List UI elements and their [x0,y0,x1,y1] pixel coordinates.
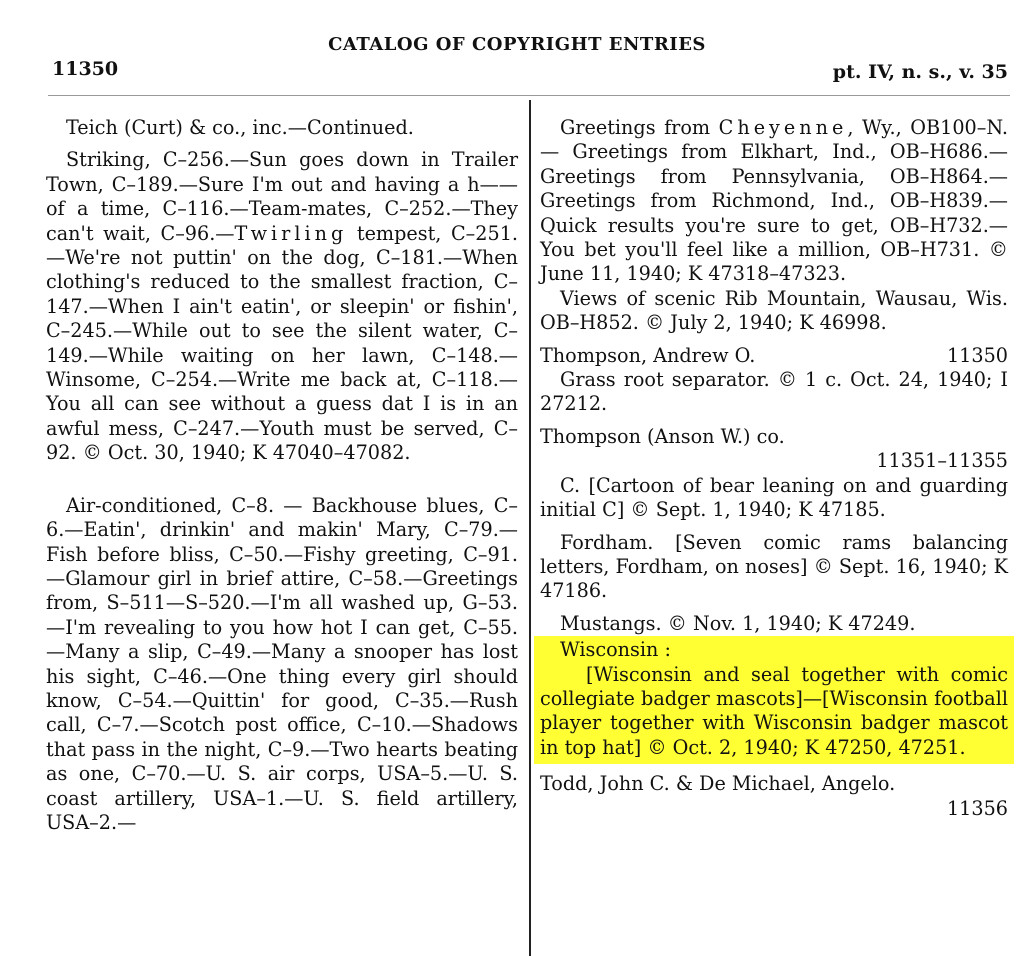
entry-teich-list-1-part-a: Striking, C–256.—Sun goes down in Trailer Town, C–189.—Sure I'm out and having a h—— of a time, C–116.—Team-mates, C–252.—They can't wait, C–96.— [46,148,518,245]
entry-teich-list-1-part-b: tempest, C–251.—We're not puttin' on the dog, C–181.—When clothing's reduced to the smallest fraction, C–147.—When I ain't eatin', or sleepin' or fishin', C–245.—While out to see the silent water, C–149.—While waiting on her lawn, C–148.—Winsome, C–254.—Write me back at, C–118.—You all can see without a guess dat I is in an awful mess, C–247.—Youth must be served, C–92. © Oct. 30, 1940; K 47040–47082. [46,221,518,465]
entry-greetings-part-a: Greetings from [560,116,719,139]
entry-views-rib-mountain: Views of scenic Rib Mountain, Wausau, Wis. OB–H852. © July 2, 1940; K 46998. [540,286,1008,335]
spaced-word-cheyenne: Cheyenne [718,116,848,139]
header-rule [48,95,1010,96]
entry-teich-list-2: Air-conditioned, C–8. — Backhouse blues, C–6.—Eatin', drinkin' and makin' Mary, C–79.—Fish before bliss, C–50.—Fishy greeting, C–91.—Glamour girl in brief attire, C–58.—Greetings from, S–511—S–520.—I'm all washed up, G–53.—I'm revealing to you how hot I can get, C–55.—Many a slip, C–49.—Many a snooper has lost his sight, C–46.—One thing every girl should know, C–54.—Quittin' for good, C–35.—Rush call, C–7.—Scotch post office, C–10.—Shadows that pass in the night, C–9.—Two hearts beating as one, C–70.—U. S. air corps, USA–5.—U. S. coast artillery, USA–1.—U. S. field artillery, USA–2.— [46,493,518,834]
entry-greetings-part-b: , Wy., OB100–N. — Greetings from Elkhart, Ind., OB–H686.—Greetings from Pennsylvania, OB–H864.—Greetings from Richmond, Ind., OB–H839.—Quick results you're sure to get, OB–H732.—You bet you'll feel like a million, OB–H731. © June 11, 1940; K 47318–47323. [540,116,1009,286]
page-number: 11350 [52,58,119,80]
todd-number: 11356 [946,796,1008,820]
spaced-word-twirling: Twirling [234,221,348,245]
running-title: CATALOG OF COPYRIGHT ENTRIES [328,34,706,55]
highlighted-wisconsin-entry [534,636,1014,764]
wisconsin-body: [Wisconsin and seal together with comic collegiate badger mascots]—[Wisconsin football player together with Wisconsin badger mascot in top hat] © Oct. 2, 1940; K 47250, 47251. [540,662,1008,759]
column-divider [529,100,531,956]
right-column [540,116,1008,821]
entry-teich-list-1 [46,148,518,465]
left-column [46,116,518,835]
wisconsin-heading: Wisconsin : [560,638,671,662]
entry-cartoon-c: C. [Cartoon of bear leaning on and guarding initial C] © Sept. 1, 1940; K 47185. [540,473,1008,522]
entry-heading-todd: Todd, John C. & De Michael, Angelo. [540,772,896,796]
entry-grass-root-separator: Grass root separator. © 1 c. Oct. 24, 1940; I 27212. [540,368,1008,416]
thompson-andrew-number: 11350 [946,343,1008,367]
entry-greetings [540,116,1008,287]
entry-heading-teich: Teich (Curt) & co., inc.—Continued. [66,116,414,139]
thompson-andrew-name: Thompson, Andrew O. [540,343,756,367]
thompson-anson-number: 11351–11355 [876,449,1008,473]
entry-heading-thompson-anson: Thompson (Anson W.) co. [540,424,785,448]
entry-mustangs: Mustangs. © Nov. 1, 1940; K 47249. [560,611,916,635]
entry-heading-thompson-andrew [540,344,1008,368]
entry-fordham: Fordham. [Seven comic rams balancing letters, Fordham, on noses] © Sept. 16, 1940; K 47186. [540,530,1008,603]
volume-reference: pt. IV, n. s., v. 35 [832,61,1008,83]
